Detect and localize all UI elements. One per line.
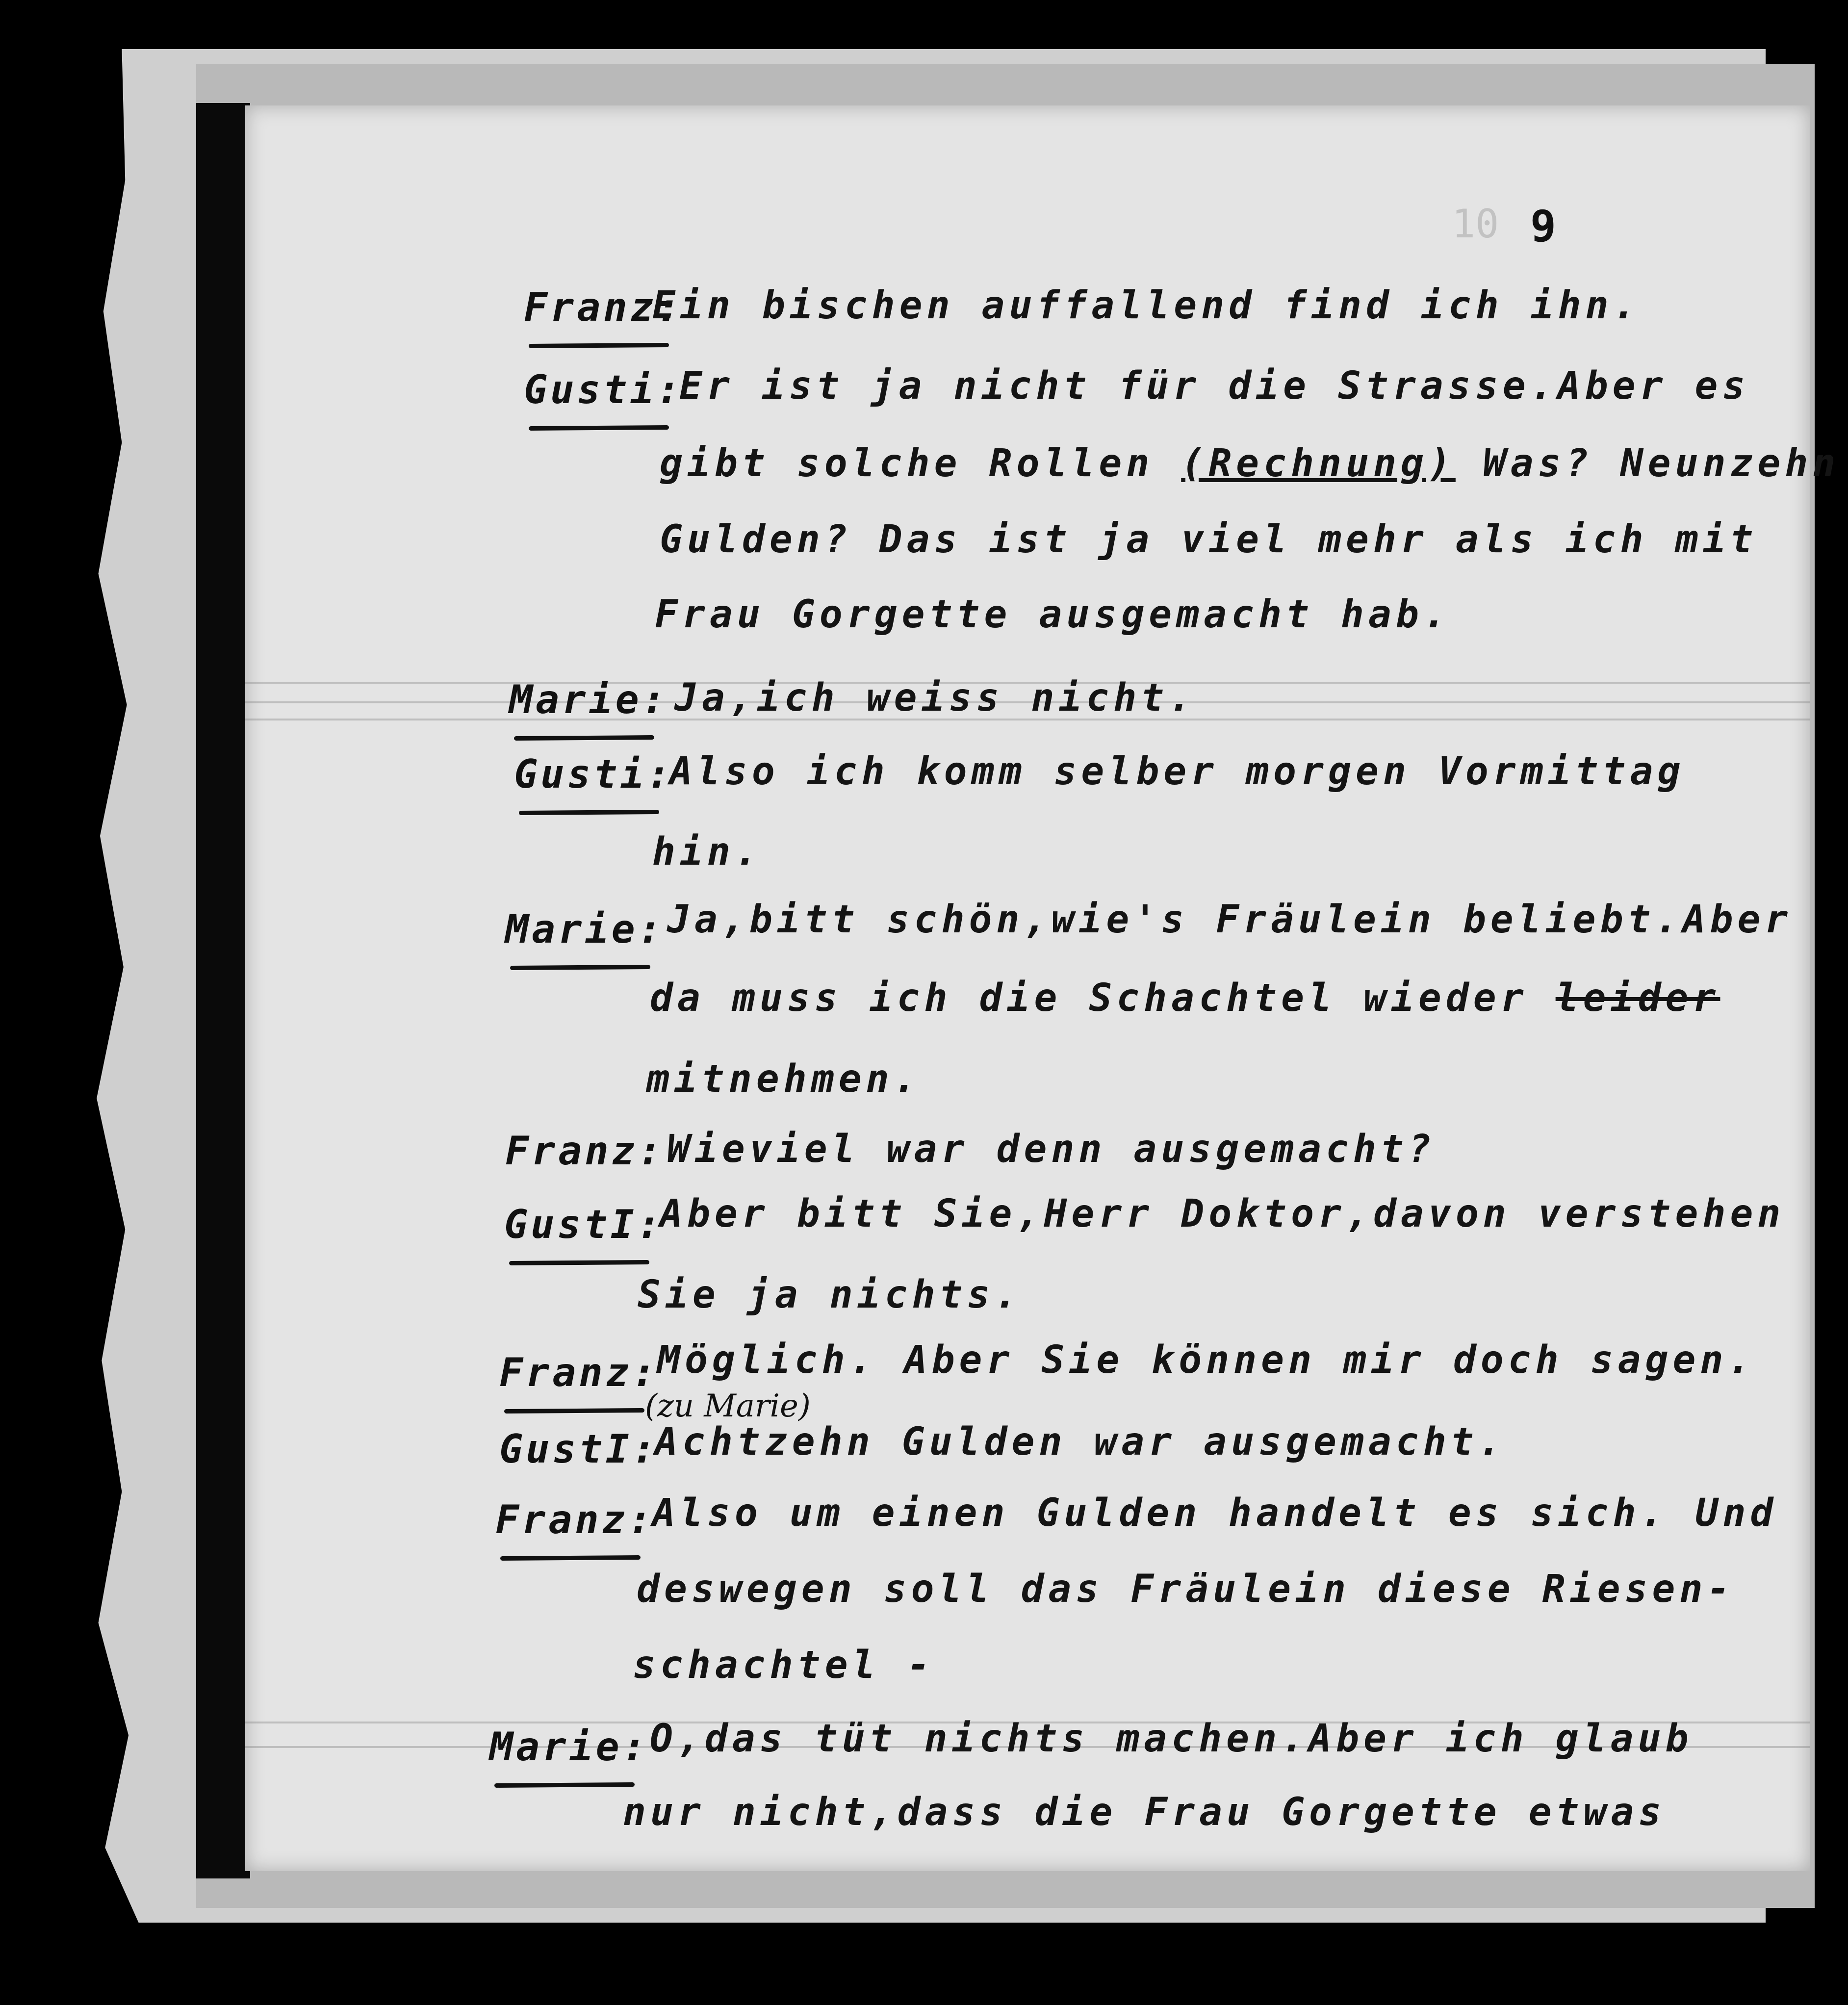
speaker-underline — [500, 1555, 641, 1561]
dialogue-text: nur nicht,dass die Frau Gorgette etwas — [623, 1790, 1666, 1834]
dialogue-text: Sie ja nichts. — [638, 1273, 1022, 1317]
dialogue-text: Ja,ich weiss nicht. — [674, 676, 1196, 720]
dialogue-text: da muss ich die Schachtel wieder leider — [650, 976, 1720, 1020]
dialogue-text: Frau Gorgette ausgemacht hab. — [655, 592, 1451, 637]
old-page-number: 10 — [1452, 201, 1499, 247]
dialogue-text: Gulden? Das ist ja viel mehr als ich mit — [660, 517, 1758, 562]
page-number: 9 — [1530, 201, 1556, 252]
speaker-label: Marie: — [489, 1724, 649, 1770]
speaker-label: GustI: — [504, 1202, 664, 1247]
speaker-underline — [510, 965, 650, 970]
speaker-label: Franz: — [524, 284, 683, 330]
speaker-label: GustI: — [499, 1426, 659, 1472]
speaker-label: Marie: — [509, 677, 668, 722]
dialogue-text: Aber bitt Sie,Herr Doktor,davon verstehen — [660, 1192, 1785, 1236]
dialogue-text: Er ist ja nicht für die Strasse.Aber es — [679, 364, 1750, 408]
speaker-underline — [514, 735, 654, 741]
speaker-label: Gusti: — [524, 367, 683, 412]
dialogue-text: Ja,bitt schön,wie's Fräulein beliebt.Aber — [667, 898, 1793, 942]
speaker-label: Franz: — [495, 1497, 655, 1542]
speaker-underline — [494, 1782, 635, 1788]
dialogue-text: Also um einen Gulden handelt es sich. Und — [652, 1491, 1778, 1535]
dialogue-text: Achtzehn Gulden war ausgemacht. — [655, 1420, 1506, 1464]
speaker-label: Marie: — [505, 906, 665, 952]
speaker-label: Franz: — [499, 1350, 659, 1395]
speaker-underline — [529, 425, 669, 431]
speaker-underline — [504, 1408, 644, 1414]
dialogue-text: mitnehmen. — [646, 1057, 921, 1101]
dialogue-text: Möglich. Aber Sie können mir doch sagen. — [657, 1338, 1755, 1382]
speaker-underline — [509, 1260, 649, 1265]
underlined-word: (Rechnung) — [1181, 441, 1456, 486]
struck-word: leider — [1555, 976, 1720, 1020]
dialogue-text: O,das tüt nichts machen.Aber ich glaub — [650, 1717, 1693, 1761]
dialogue-text: Ein bischen auffallend find ich ihn. — [652, 283, 1641, 328]
speaker-label: Gusti: — [514, 751, 673, 797]
speaker-underline — [519, 810, 659, 815]
dialogue-text: deswegen soll das Fräulein diese Riesen- — [637, 1567, 1735, 1611]
handwritten-stage-note: (zu Marie) — [645, 1388, 811, 1424]
speaker-label: Franz: — [505, 1128, 665, 1174]
dialogue-text: Wieviel war denn ausgemacht? — [667, 1127, 1436, 1171]
dialogue-text: schachtel - — [633, 1643, 935, 1687]
speaker-underline — [529, 343, 669, 348]
dialogue-text: hin. — [652, 830, 762, 874]
dialogue-text: Also ich komm selber morgen Vormittag — [669, 749, 1685, 794]
dialogue-text: gibt solche Rollen (Rechnung) Was? Neunzehn — [660, 441, 1840, 486]
